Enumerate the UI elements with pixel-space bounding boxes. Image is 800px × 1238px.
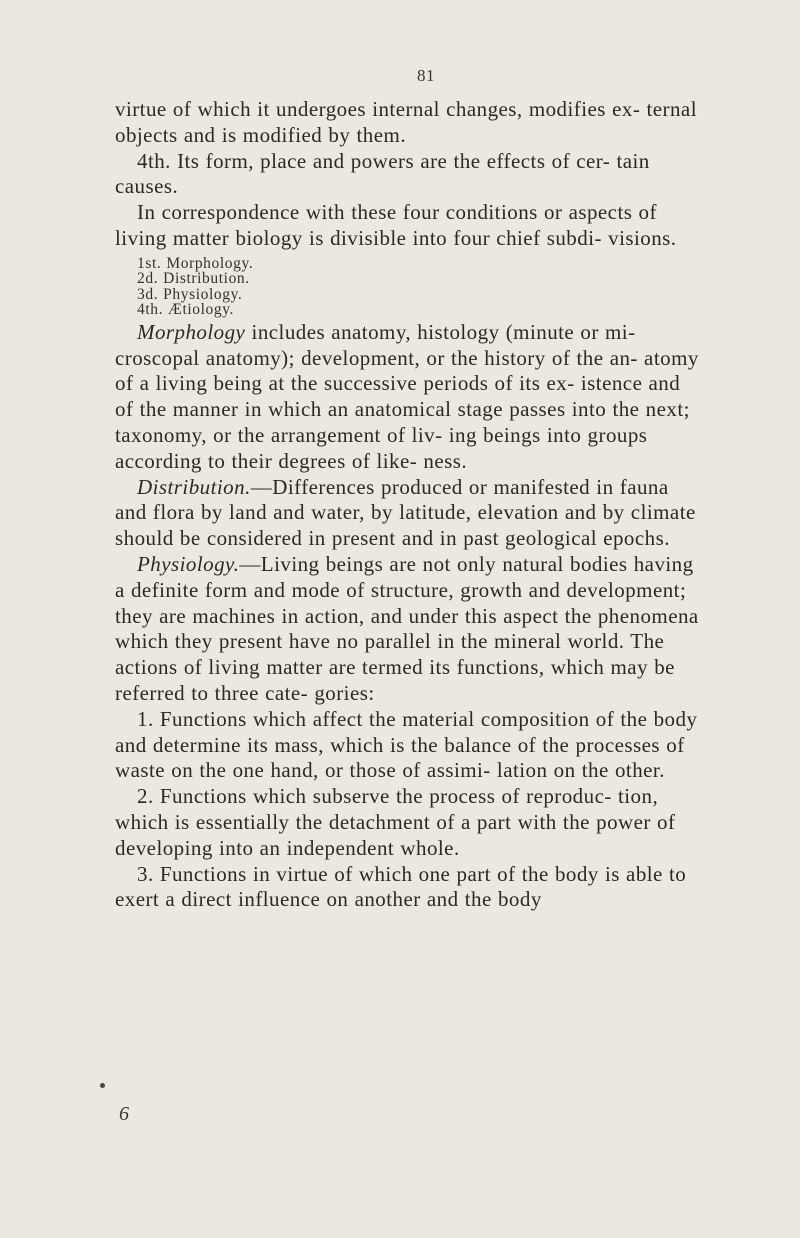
paragraph-physiology: [115, 552, 703, 707]
paragraph-distribution: [115, 475, 703, 552]
paragraph-function-1: 1. Functions which affect the material composition of the body and determine its mass, which is the balance of the processes of waste on the one hand, or those of assimi- lation on the other.: [115, 706, 698, 783]
distribution-heading: Distribution.: [137, 474, 251, 499]
paragraph-fourth-condition: 4th. Its form, place and powers are the effects of cer- tain causes.: [115, 148, 650, 199]
paragraph-function-3: 3. Functions in virtue of which one part of the body is able to exert a direct influence on another and the body: [115, 861, 687, 912]
paragraph-subdivisions: In correspondence with these four conditions or aspects of living matter biology is divisible into four chief subdi- visions.: [115, 200, 677, 250]
list-item: 2d. Distribution.: [137, 270, 250, 288]
morphology-heading: Morphology: [137, 319, 246, 344]
paragraph-continuation: virtue of which it undergoes internal changes, modifies ex- ternal objects and is modified by them.: [115, 97, 697, 147]
signature-mark: 6: [119, 1103, 129, 1125]
physiology-text: —Living beings are not only natural bodies having a definite form and mode of structure, growth and development; they are machines in action, and under this aspect the phenomena which they present have no parallel in the mineral world. The actions of living matter are termed its functions, which may be referred to three cate- gories:: [115, 551, 699, 705]
subdivision-list: [137, 256, 703, 318]
morphology-text: includes anatomy, histology (minute or mi- croscopal anatomy); development, or the history of the an- atomy of a living being at the successive periods of its ex- istence and of the manner in which an anatomical stage passes into the next; taxonomy, or the arrangement of liv- ing beings into groups according to their degrees of like- ness.: [115, 319, 699, 473]
body-text: [115, 97, 703, 913]
paragraph-function-2: 2. Functions which subserve the process of reproduc- tion, which is essentially the detachment of a part with the power of developing into an independent whole.: [115, 784, 676, 860]
physiology-heading: Physiology.: [137, 551, 240, 576]
list-item: 3d. Physiology.: [137, 285, 243, 303]
distribution-text: —Differences produced or manifested in fauna and flora by land and water, by latitude, elevation and by climate should be considered in present and in past geological epochs.: [115, 474, 696, 551]
margin-dot: [100, 1083, 105, 1088]
paragraph-morphology: [115, 320, 703, 475]
list-item: 1st. Morphology.: [137, 254, 254, 272]
page-number: 81: [417, 66, 435, 85]
list-item: 4th. Ætiology.: [137, 301, 235, 319]
